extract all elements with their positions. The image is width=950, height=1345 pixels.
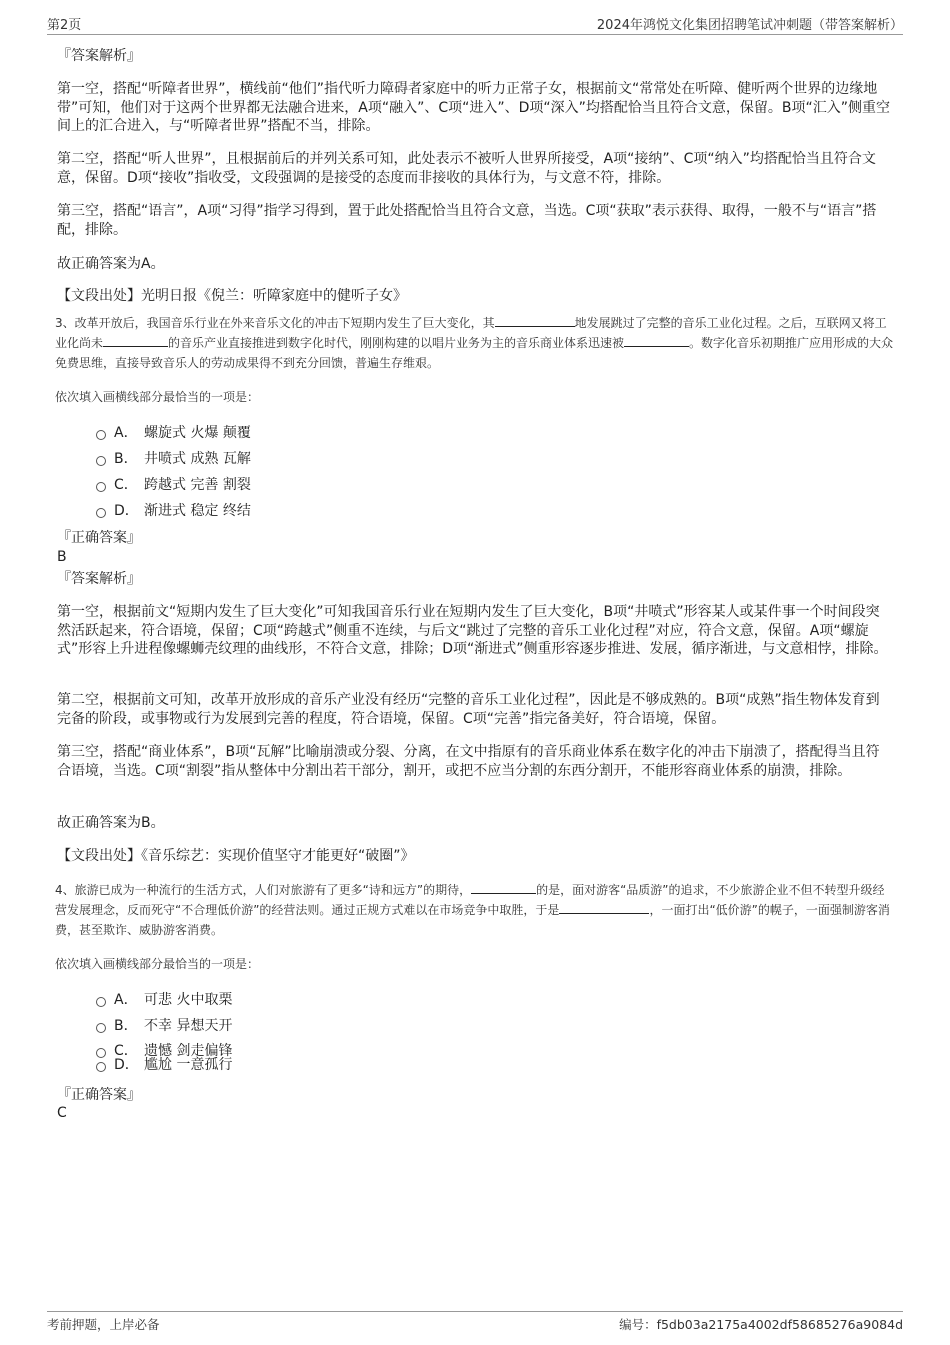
q4-option-b[interactable] [96,1017,232,1035]
q3-prompt: 依次填入画横线部分最恰当的一项是： [55,390,260,404]
radio-icon[interactable] [96,1062,106,1072]
q4-text-a: 4、旅游已成为一种流行的生活方式，人们对旅游有了更多“诗和远方”的期待， [55,883,472,897]
q4-blank-1 [471,881,536,894]
q3-blank-2 [103,334,168,347]
option-text: 井喷式 成熟 瓦解 [144,451,251,467]
radio-icon[interactable] [96,456,106,466]
option-text: 跨越式 完善 割裂 [144,477,251,493]
radio-icon[interactable] [96,1023,106,1033]
q3-text-c: 的音乐产业直接推进到数字化时代，刚刚构建的以唱片业务为主的音乐商业体系迅速被 [168,336,625,350]
option-text: 尴尬 一意孤行 [144,1057,233,1073]
q3-text-d: 。数字化音乐初期推广应用形成的大众免费思维，直接导致音乐人的劳动成果得不到充分回馈，普遍生存维艰。 [55,336,894,370]
option-letter: A． [114,425,138,441]
q3-blank-1 [495,314,575,327]
page-footer [47,1311,903,1335]
q4-option-a[interactable] [96,991,232,1009]
q2-analysis-p2: 第二空，搭配“听人世界”，且根据前后的并列关系可知，此处表示不被听人世界所接受，A项“接纳”、C项“纳入”均搭配恰当且符合文意，保留。D项“接收”指收受，文段强调的是接受的态度而非接收的具体行为，与文意不符，排除。 [57,151,876,186]
q2-analysis-p1: 第一空，搭配“听障者世界”，横线前“他们”指代听力障碍者家庭中的听力正常子女，根据前文“常常处在听障、健听两个世界的边缘地带”可知，他们对于这两个世界都无法融合进来，A项“融入”、C项“进入”、D项“深入”均搭配恰当且符合文意，保留。B项“汇入”侧重空间上的汇合进入，与“听障者世界”搭配不当，排除。 [57,81,891,134]
question-4-stem [55,880,895,940]
option-letter: B． [114,1018,138,1034]
q4-answer-label: 『正确答案』 [57,1087,141,1103]
q3-analysis-p3: 第三空，搭配“商业体系”，B项“瓦解”比喻崩溃或分裂、分离，在文中指原有的音乐商业体系在数字化的冲击下崩溃了，搭配得当且符合语境，当选。C项“割裂”指从整体中分割出若干部分，割开，或把不应当分割的东西分割开，不能形容商业体系的崩溃，排除。 [57,744,880,779]
q3-option-a[interactable] [96,424,251,442]
footer-slogan: 考前押题，上岸必备 [47,1317,160,1332]
radio-icon[interactable] [96,430,106,440]
option-letter: C． [114,1043,138,1059]
q3-text-a: 3、改革开放后，我国音乐行业在外来音乐文化的冲击下短期内发生了巨大变化，其 [55,316,495,330]
q3-source: 【文段出处】《音乐综艺：实现价值坚守才能更好“破圈”》 [57,848,415,864]
q3-answer-label: 『正确答案』 [57,530,141,546]
q2-source: 【文段出处】光明日报《倪兰：听障家庭中的健听子女》 [57,288,407,304]
q2-conclusion: 故正确答案为A。 [57,256,165,272]
q4-blank-2 [559,901,649,914]
q3-analysis-p1: 第一空，根据前文“短期内发生了巨大变化”可知我国音乐行业在短期内发生了巨大变化，B项“井喷式”形容某人或某件事一个时间段突然活跃起来，符合语境，保留；C项“跨越式”侧重不连续，与后文“跳过了完整的音乐工业化过程”对应，符合文意，保留。A项“螺旋式”形容上升进程像螺蛳壳纹理的曲线形，不符合文意，排除；D项“渐进式”侧重形容逐步推进、发展，循序渐进，与文意相悖，排除。 [57,604,888,657]
q3-analysis-label: 『答案解析』 [57,571,141,587]
q3-conclusion: 故正确答案为B。 [57,815,165,831]
option-letter: C． [114,477,138,493]
q4-text-b: 的是，面对游客“品质游”的追求，不少旅游企业不但不转型升级经营发展理念，反而死守“不合理低价游”的经营法则。通过正规方式难以在市场竞争中取胜，于是 [55,883,885,917]
option-letter: D． [114,1057,139,1073]
option-text: 渐进式 稳定 终结 [144,503,251,519]
q4-prompt: 依次填入画横线部分最恰当的一项是： [55,957,260,971]
option-text: 螺旋式 火爆 颠覆 [144,425,251,441]
option-text: 遗憾 剑走偏锋 [144,1043,233,1059]
q2-analysis-p3: 第三空，搭配“语言”，A项“习得”指学习得到，置于此处搭配恰当且符合文意，当选。C项“获取”表示获得、取得，一般不与“语言”搭配，排除。 [57,203,877,238]
option-letter: D． [114,503,139,519]
q3-option-b[interactable] [96,450,251,468]
q3-text-b: 地发展跳过了完整的音乐工业化过程。之后，互联网又将工业化尚未 [55,316,887,350]
option-text: 不幸 异想天开 [144,1018,233,1034]
q3-option-d[interactable] [96,502,251,520]
option-letter: A． [114,992,138,1008]
q3-blank-3 [624,334,689,347]
q3-answer: B [57,549,67,565]
option-letter: B． [114,451,138,467]
q4-text-c: ，一面打出“低价游”的幌子，一面强制游客消费，甚至欺诈、威胁游客消费。 [55,903,890,937]
q3-option-c[interactable] [96,476,251,494]
q4-option-d[interactable] [96,1056,232,1074]
page-number: 第2页 [47,18,82,33]
option-text: 可悲 火中取栗 [144,992,233,1008]
radio-icon[interactable] [96,997,106,1007]
radio-icon[interactable] [96,508,106,518]
q3-analysis-p2: 第二空，根据前文可知，改革开放形成的音乐产业没有经历“完整的音乐工业化过程”，因此是不够成熟的。B项“成熟”指生物体发育到完备的阶段，或事物或行为发展到完善的程度，符合语境，保留。C项“完善”指完备美好，符合语境，保留。 [57,692,880,727]
radio-icon[interactable] [96,482,106,492]
document-id: 编号：f5db03a2175a4002df58685276a9084d [619,1317,903,1332]
page-header [47,12,903,35]
document-title: 2024年鸿悦文化集团招聘笔试冲刺题（带答案解析） [596,18,903,33]
q4-answer: C [57,1105,67,1121]
q2-analysis-label: 『答案解析』 [57,48,141,64]
question-3-stem [55,313,895,373]
